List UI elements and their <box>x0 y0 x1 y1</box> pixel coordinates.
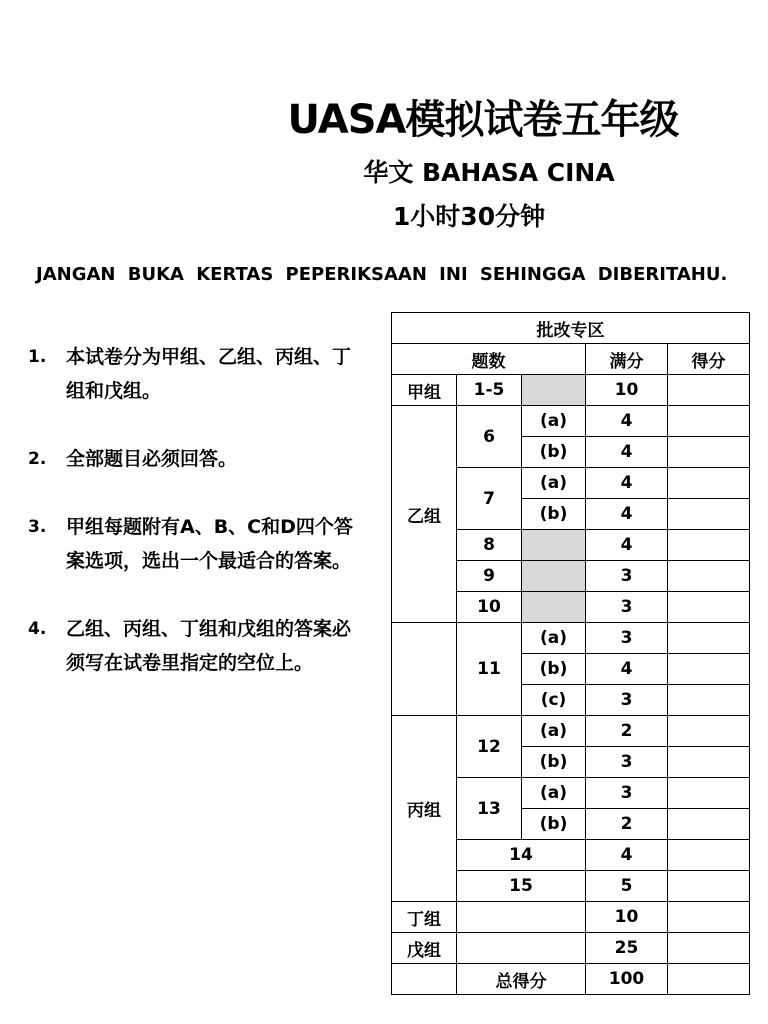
question-part: (a) <box>522 468 586 499</box>
full-marks: 4 <box>586 530 668 561</box>
score-cell[interactable] <box>668 499 750 530</box>
instruction-number: 4. <box>28 619 47 639</box>
full-marks: 2 <box>586 809 668 840</box>
score-cell[interactable] <box>668 840 750 871</box>
score-cell[interactable] <box>668 437 750 468</box>
group-label: 甲组 <box>392 375 457 406</box>
score-cell[interactable] <box>668 592 750 623</box>
full-marks: 10 <box>586 902 668 933</box>
full-marks: 10 <box>586 375 668 406</box>
table-row <box>392 623 750 654</box>
instruction-item <box>28 442 358 476</box>
full-marks: 4 <box>586 840 668 871</box>
question-number: 1-5 <box>457 375 522 406</box>
full-marks: 3 <box>586 623 668 654</box>
question-part: (a) <box>522 778 586 809</box>
full-marks: 2 <box>586 716 668 747</box>
question-number: 13 <box>457 778 522 840</box>
full-marks: 3 <box>586 747 668 778</box>
group-label: 丁组 <box>392 902 457 933</box>
table-row <box>392 406 750 437</box>
question-part: (b) <box>522 747 586 778</box>
subject-title: 华文 BAHASA CINA <box>363 158 615 187</box>
table-row <box>392 375 750 406</box>
question-number: 6 <box>457 406 522 468</box>
grading-table <box>391 312 750 995</box>
shaded-cell <box>522 592 586 623</box>
group-label: 乙组 <box>392 406 457 623</box>
instruction-number: 3. <box>28 517 47 537</box>
question-number: 10 <box>457 592 522 623</box>
table-row <box>392 933 750 964</box>
instruction-number: 2. <box>28 449 47 469</box>
group-label-empty <box>392 623 457 716</box>
question-number: 7 <box>457 468 522 530</box>
score-cell[interactable] <box>668 685 750 716</box>
question-part: (a) <box>522 406 586 437</box>
table-caption: 批改专区 <box>392 313 750 344</box>
total-score-cell[interactable] <box>668 964 750 995</box>
page-title: UASA模拟试卷五年级 <box>287 97 679 143</box>
exam-duration: 1小时30分钟 <box>392 202 546 231</box>
group-label: 丙组 <box>392 716 457 902</box>
score-cell[interactable] <box>668 716 750 747</box>
total-label: 总得分 <box>457 964 586 995</box>
score-cell[interactable] <box>668 561 750 592</box>
score-cell[interactable] <box>668 623 750 654</box>
full-marks: 4 <box>586 437 668 468</box>
question-part: (b) <box>522 654 586 685</box>
instruction-item <box>28 510 358 578</box>
full-marks: 3 <box>586 685 668 716</box>
score-cell[interactable] <box>668 530 750 561</box>
full-marks: 4 <box>586 406 668 437</box>
instruction-item <box>28 612 358 680</box>
question-number: 12 <box>457 716 522 778</box>
instructions-list <box>28 340 358 714</box>
shaded-cell <box>522 530 586 561</box>
shaded-cell <box>522 561 586 592</box>
question-number: 8 <box>457 530 522 561</box>
full-marks: 25 <box>586 933 668 964</box>
header-full-marks: 满分 <box>586 344 668 375</box>
question-part: (a) <box>522 716 586 747</box>
instruction-text: 乙组、丙组、丁组和戊组的答案必须写在试卷里指定的空位上。 <box>66 618 352 674</box>
empty-cell <box>392 964 457 995</box>
empty-cell <box>457 902 586 933</box>
question-part: (b) <box>522 809 586 840</box>
full-marks: 3 <box>586 561 668 592</box>
score-cell[interactable] <box>668 375 750 406</box>
full-marks: 3 <box>586 592 668 623</box>
instruction-item <box>28 340 358 408</box>
total-marks: 100 <box>586 964 668 995</box>
question-part: (a) <box>522 623 586 654</box>
table-row <box>392 716 750 747</box>
question-number: 15 <box>457 871 586 902</box>
score-cell[interactable] <box>668 778 750 809</box>
question-number: 9 <box>457 561 522 592</box>
warning-text: JANGAN BUKA KERTAS PEPERIKSAAN INI SEHINGGA DIBERITAHU. <box>36 264 728 285</box>
score-cell[interactable] <box>668 468 750 499</box>
shaded-cell <box>522 375 586 406</box>
score-cell[interactable] <box>668 902 750 933</box>
question-number: 14 <box>457 840 586 871</box>
full-marks: 5 <box>586 871 668 902</box>
table-row <box>392 964 750 995</box>
question-part: (b) <box>522 437 586 468</box>
score-cell[interactable] <box>668 871 750 902</box>
full-marks: 4 <box>586 654 668 685</box>
score-cell[interactable] <box>668 933 750 964</box>
question-number: 11 <box>457 623 522 716</box>
score-cell[interactable] <box>668 406 750 437</box>
question-part: (b) <box>522 499 586 530</box>
full-marks: 3 <box>586 778 668 809</box>
instruction-number: 1. <box>28 347 47 367</box>
instruction-text: 全部题目必须回答。 <box>66 448 238 470</box>
score-cell[interactable] <box>668 747 750 778</box>
full-marks: 4 <box>586 468 668 499</box>
question-part: (c) <box>522 685 586 716</box>
score-cell[interactable] <box>668 809 750 840</box>
instruction-text: 甲组每题附有A、B、C和D四个答案选项，选出一个最适合的答案。 <box>66 516 353 572</box>
header-questions: 题数 <box>392 344 586 375</box>
header-score: 得分 <box>668 344 750 375</box>
table-row <box>392 902 750 933</box>
score-cell[interactable] <box>668 654 750 685</box>
group-label: 戊组 <box>392 933 457 964</box>
instruction-text: 本试卷分为甲组、乙组、丙组、丁组和戊组。 <box>66 346 352 402</box>
full-marks: 4 <box>586 499 668 530</box>
empty-cell <box>457 933 586 964</box>
